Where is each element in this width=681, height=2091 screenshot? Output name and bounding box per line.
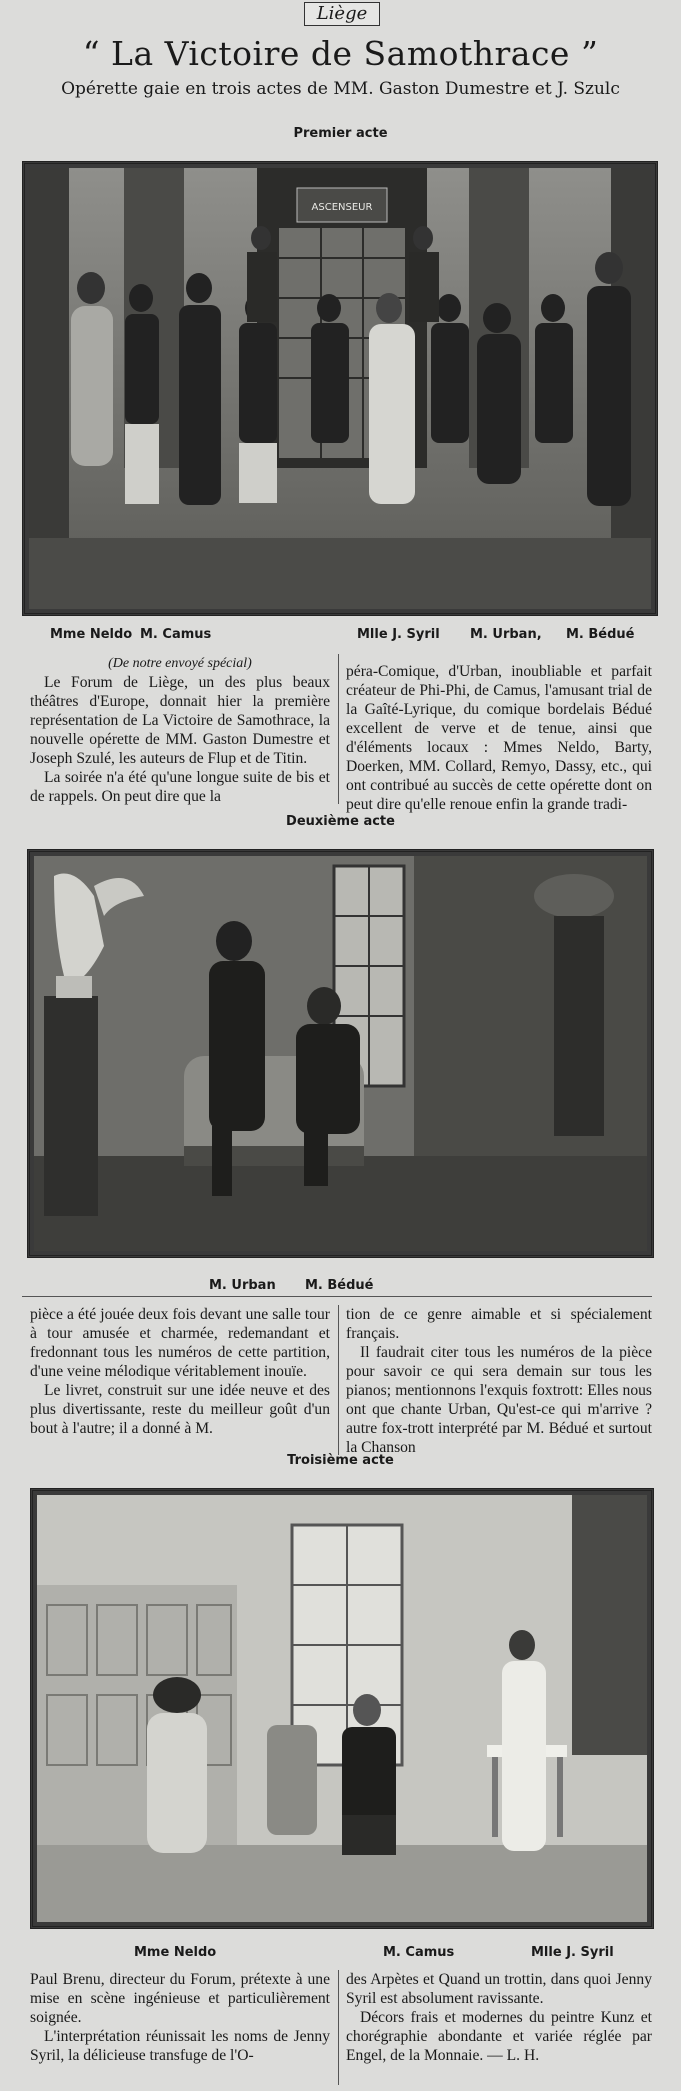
article2-left-p2: Le livret, construit sur une idée neuve et des plus divertissante, reste du meilleur goût d'un bout à l'autre; il a donné à M. — [30, 1382, 330, 1437]
article3-right-p1: des Arpètes et Quand un trottin, dans quoi Jenny Syril est absolument ravissante. — [346, 1971, 652, 2007]
caption-m-urban-act2: M. Urban — [209, 1278, 276, 1293]
article1-left-column — [30, 654, 330, 806]
article1-left-p2: La soirée n'a été qu'une longue suite de bis et de rappels. On peut dire que la — [30, 769, 330, 805]
act3-heading: Troisième acte — [287, 1453, 394, 1468]
act1-photo — [22, 161, 658, 616]
act2-heading: Deuxième acte — [286, 814, 395, 829]
caption-m-camus: M. Camus — [140, 627, 212, 642]
column-divider-2 — [338, 1305, 339, 1455]
caption-m-bedue: M. Bédué — [566, 627, 635, 642]
article2-right-p2: Il faudrait citer tous les numéros de la pièce pour savoir ce qui sera demain sur tous les pianos; mentionnons l'exquis foxtrott: Elles nous ont que chante Urban, Qu'est-ce qui m'arrive ?autre fox-trott interprété par M. Bédué et surtout la Chanson — [346, 1344, 652, 1456]
article3-left-p1: Paul Brenu, directeur du Forum, prétexte à une mise en scène ingénieuse et particulièrement soignée. — [30, 1971, 330, 2026]
article2-right-p1: tion de ce genre aimable et si spécialement français. — [346, 1306, 652, 1342]
section-rule — [22, 1296, 652, 1297]
section-label: Liège — [304, 2, 380, 26]
act1-stage-illustration — [29, 168, 651, 609]
elevator-sign: ASCENSEUR — [311, 202, 373, 213]
caption-mlle-syril: Mlle J. Syril — [357, 627, 440, 642]
article3-right-p2: Décors frais et modernes du peintre Kunz et chorégraphie abondante et variée réglée par Engel, de la Monnaie. — L. H. — [346, 2009, 652, 2064]
byline: (De notre envoyé spécial) — [108, 656, 252, 671]
caption-mlle-syril-act3: Mlle J. Syril — [531, 1945, 614, 1960]
caption-m-urban: M. Urban, — [470, 627, 542, 642]
caption-m-camus-act3: M. Camus — [383, 1945, 455, 1960]
article2-right-column — [346, 1305, 652, 1457]
article-title: “ La Victoire de Samothrace ” — [82, 34, 599, 73]
act1-heading: Premier acte — [293, 126, 388, 141]
caption-mme-neldo: Mme Neldo — [50, 627, 133, 642]
act2-stage-illustration — [34, 856, 647, 1251]
caption-mme-neldo-act3: Mme Neldo — [134, 1945, 217, 1960]
article2-left-p1: pièce a été jouée deux fois devant une salle tour à tour amusée et charmée, redemandant et fredonnant tous les numéros de cette partition, d'une veine mélodique véritablement inouïe. — [30, 1306, 330, 1380]
article3-right-column — [346, 1970, 652, 2065]
article3-left-p2: L'interprétation réunissait les noms de Jenny Syril, la délicieuse transfuge de l'O- — [30, 2028, 330, 2064]
column-divider — [338, 654, 339, 804]
article3-left-column — [30, 1970, 330, 2065]
act3-photo — [30, 1488, 654, 1929]
article1-right-p1: péra-Comique, d'Urban, inoubliable et parfait créateur de Phi-Phi, de Camus, l'amusant trial de la Gaîté-Lyrique, du comique bordelais Bédué excellent de verve et de tenue, ainsi que d'éléments locaux : Mmes Neldo, Barty, Doerken, MM. Collard, Remyo, Dassy, etc., qui ont contribué au succès de cette opérette dont on peut dire qu'elle renoue enfin la grande tradi- — [346, 663, 652, 813]
article1-right-column — [346, 662, 652, 814]
act2-photo — [27, 849, 654, 1258]
caption-m-bedue-act2: M. Bédué — [305, 1278, 374, 1293]
article1-left-p1: Le Forum de Liège, un des plus beaux théâtres d'Europe, donnait hier la première représentation de La Victoire de Samothrace, la nouvelle opérette de MM. Gaston Dumestre et Joseph Szulé, les auteurs de Flup et de Titin. — [30, 674, 330, 767]
column-divider-3 — [338, 1970, 339, 2085]
act3-stage-illustration — [37, 1495, 647, 1922]
article-subtitle: Opérette gaie en trois actes de MM. Gaston Dumestre et J. Szulc — [61, 79, 620, 99]
article2-left-column — [30, 1305, 330, 1438]
